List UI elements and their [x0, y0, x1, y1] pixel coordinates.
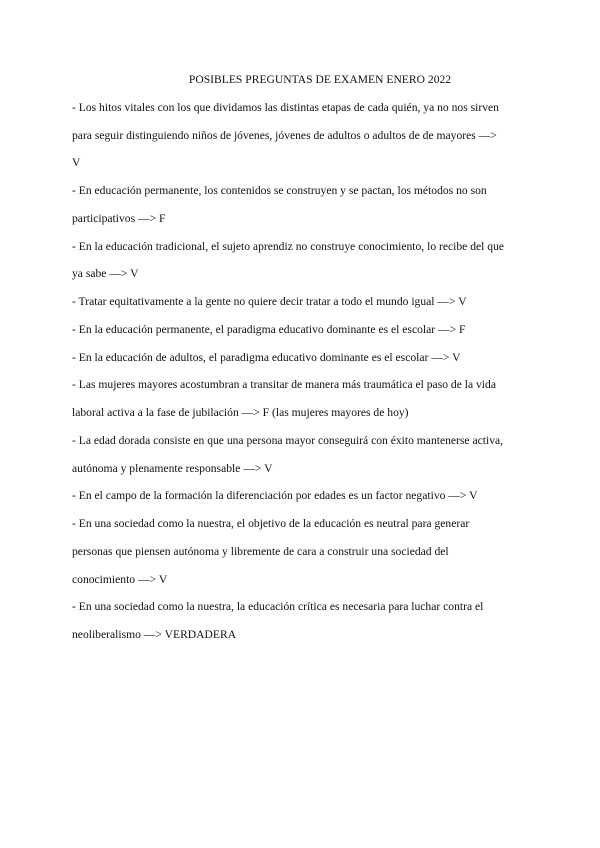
question-item [72, 482, 542, 510]
question-item [72, 344, 542, 372]
question-line: ya sabe —> V [72, 267, 139, 281]
question-line: - En educación permanente, los contenidos se construyen y se pactan, los métodos no son [72, 184, 487, 197]
question-line: V [72, 156, 81, 170]
question-line: - En una sociedad como la nuestra, el objetivo de la educación es neutral para generar [72, 517, 470, 530]
question-item [72, 510, 542, 593]
question-line: personas que piensen autónoma y libremente de cara a construir una sociedad del [72, 544, 449, 558]
question-line: neoliberalismo —> VERDADERA [72, 628, 237, 641]
question-line: conocimiento —> V [72, 572, 168, 586]
question-item [72, 316, 542, 344]
question-item [72, 94, 542, 177]
question-line: - La edad dorada consiste en que una persona mayor conseguirá con éxito mantenerse activa, [72, 433, 504, 447]
question-item [72, 288, 542, 316]
question-line: - En la educación tradicional, el sujeto aprendiz no construye conocimiento, lo recibe del que [72, 239, 505, 253]
question-item [72, 371, 542, 427]
document-title: POSIBLES PREGUNTAS DE EXAMEN ENERO 2022 [188, 73, 452, 86]
document-body [72, 66, 542, 649]
question-line: laboral activa a la fase de jubilación —> F (las mujeres mayores de hoy) [72, 406, 409, 419]
question-line: - En una sociedad como la nuestra, la educación crítica es necesaria para luchar contra el [72, 600, 484, 614]
question-item [72, 593, 542, 649]
question-line: - Los hitos vitales con los que dividamos las distintas etapas de cada quién, ya no nos sirven [72, 100, 499, 114]
question-item [72, 233, 542, 289]
question-line: - En el campo de la formación la diferenciación por edades es un factor negativo —> V [72, 489, 478, 503]
question-item [72, 427, 542, 483]
question-line: para seguir distinguiendo niños de jóvenes, jóvenes de adultos o adultos de de mayores —> [72, 128, 497, 142]
question-line: - Tratar equitativamente a la gente no quiere decir tratar a todo el mundo igual —> V [72, 295, 467, 308]
question-line: autónoma y plenamente responsable —> V [72, 461, 273, 475]
question-line: - Las mujeres mayores acostumbran a transitar de manera más traumática el paso de la vida [72, 378, 496, 392]
question-item [72, 177, 542, 233]
question-line: - En la educación de adultos, el paradigma educativo dominante es el escolar —> V [72, 350, 461, 364]
question-line: - En la educación permanente, el paradigma educativo dominante es el escolar —> F [72, 322, 466, 336]
question-line: participativos —> F [72, 211, 166, 225]
